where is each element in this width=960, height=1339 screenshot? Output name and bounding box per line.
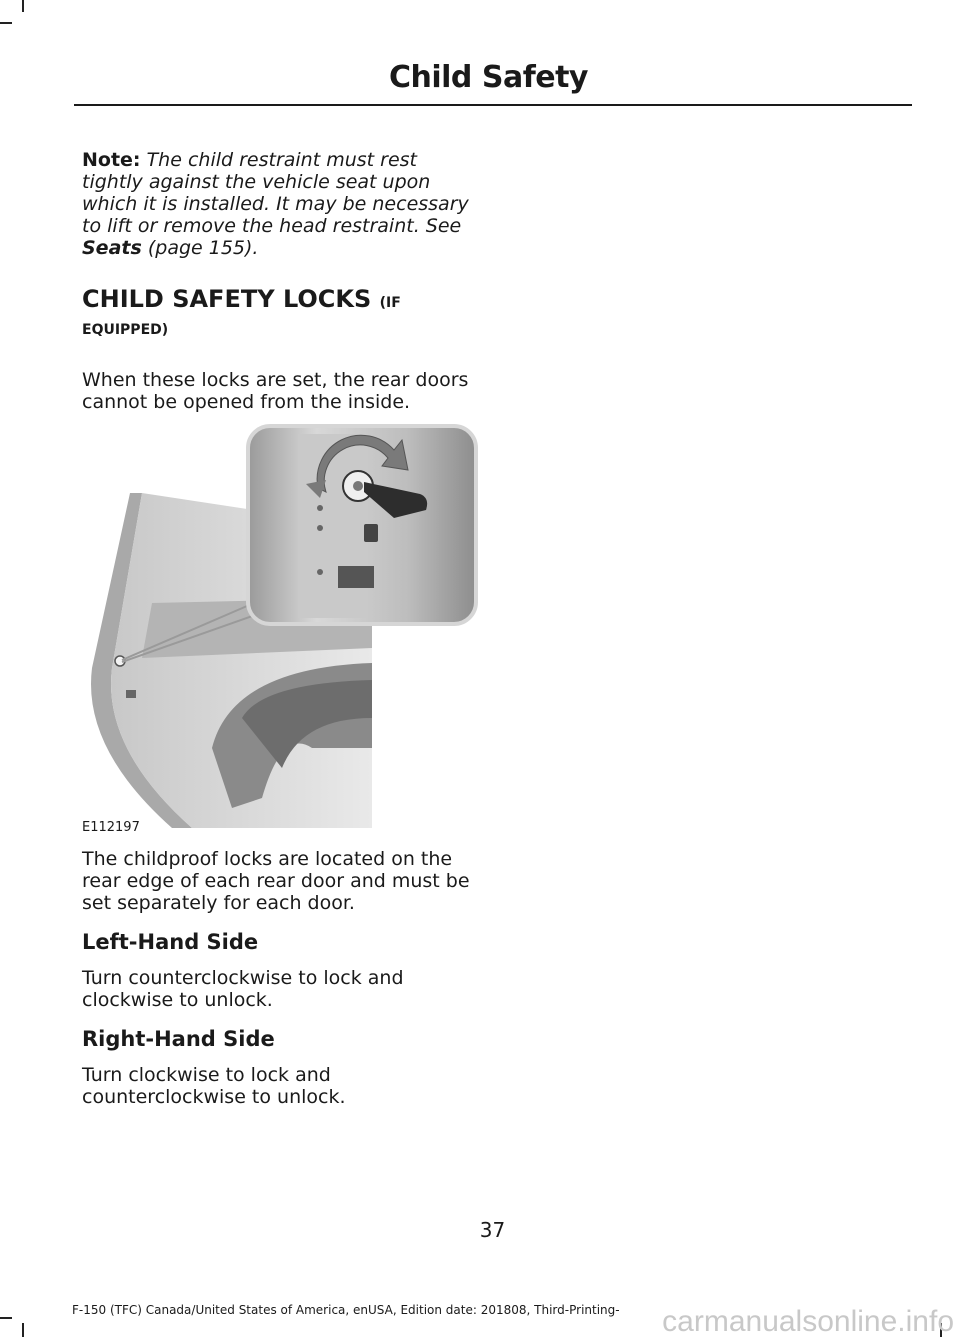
note-text: The child restraint must rest tightly against the vehicle seat upon which it is installed. It may be necessary to lift or remove the head restraint. See xyxy=(82,149,469,237)
crop-mark xyxy=(0,22,12,24)
crop-mark xyxy=(0,1317,12,1319)
latch-slot xyxy=(126,690,136,698)
door-edge xyxy=(298,434,368,618)
heading-suffix: (IF xyxy=(379,295,401,311)
heading-suffix-line2: EQUIPPED) xyxy=(82,322,169,338)
right-side-heading: Right-Hand Side xyxy=(82,1027,275,1051)
page-number: 37 xyxy=(479,1218,506,1242)
location-paragraph: The childproof locks are located on the rear edge of each rear door and must be set separately for each door. xyxy=(82,848,470,914)
left-side-heading: Left-Hand Side xyxy=(82,930,259,954)
door-fastener xyxy=(317,505,323,511)
door-fastener xyxy=(317,525,323,531)
child-lock-icon xyxy=(364,524,378,542)
crop-mark xyxy=(22,0,24,12)
intro-paragraph: When these locks are set, the rear doors cannot be opened from the inside. xyxy=(82,369,469,413)
right-side-text: Turn clockwise to lock and counterclockwise to unlock. xyxy=(82,1064,346,1108)
figure-code: E112197 xyxy=(82,820,140,835)
left-side-text: Turn counterclockwise to lock and clockwise to unlock. xyxy=(82,967,404,1011)
page-reference: (page 155). xyxy=(147,237,259,259)
child-lock-illustration xyxy=(82,418,480,834)
seats-link[interactable]: Seats xyxy=(82,237,142,259)
door-fastener xyxy=(317,569,323,575)
footer-text: F-150 (TFC) Canada/United States of America, enUSA, Edition date: 201808, Third-Printing- xyxy=(72,1303,620,1317)
crop-mark xyxy=(22,1323,24,1337)
note-lead: Note: xyxy=(82,149,141,171)
latch-plate xyxy=(338,566,374,588)
lock-knob-center xyxy=(353,481,363,491)
note-paragraph xyxy=(82,149,482,259)
section-title: Child Safety xyxy=(388,60,588,95)
header-rule xyxy=(74,104,912,106)
heading-title: CHILD SAFETY LOCKS xyxy=(82,285,372,313)
watermark: carmanualsonline.info xyxy=(662,1305,954,1338)
main-heading xyxy=(82,284,482,318)
